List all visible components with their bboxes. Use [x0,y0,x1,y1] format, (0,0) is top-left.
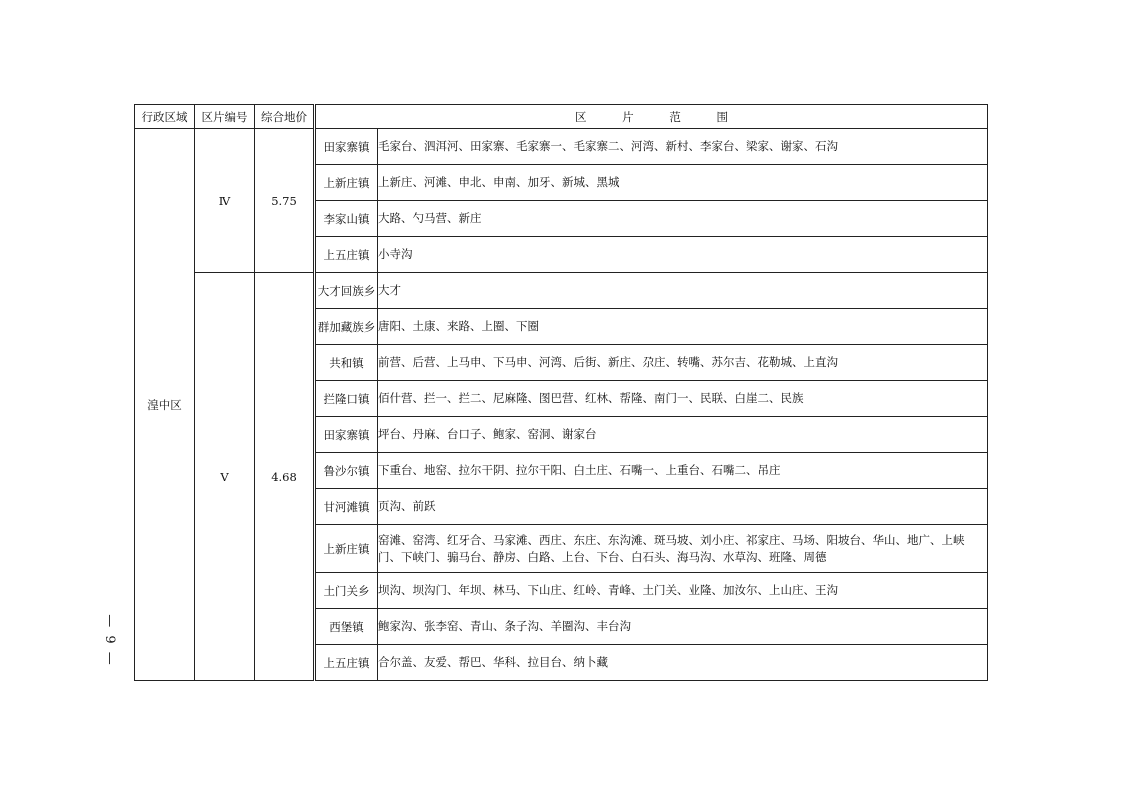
town-cell: 李家山镇 [315,201,378,237]
table-row [135,129,988,165]
page-number-label: — 9 — [101,613,117,667]
villages-cell: 小寺沟 [378,237,988,273]
town-cell: 大才回族乡 [315,273,378,309]
villages-cell: 前营、后营、上马申、下马申、河湾、后街、新庄、尕庄、转嘴、苏尔吉、花勒城、上直沟 [378,345,988,381]
district-cell: 湟中区 [135,129,195,681]
villages-cell: 坝沟、坝沟门、年坝、林马、下山庄、红岭、青峰、土门关、业隆、加汝尔、上山庄、王沟 [378,573,988,609]
town-cell: 上五庄镇 [315,237,378,273]
header-composite-price: 综合地价 [255,105,315,129]
villages-cell: 大路、勺马营、新庄 [378,201,988,237]
town-cell: 上新庄镇 [315,525,378,573]
villages-cell: 坪台、丹麻、台口子、鲍家、窑洞、谢家台 [378,417,988,453]
villages-cell: 唐阳、土康、来路、上圈、下圈 [378,309,988,345]
villages-cell: 页沟、前跃 [378,489,988,525]
land-price-zone-table [134,104,988,681]
villages-cell: 大才 [378,273,988,309]
header-zone-number: 区片编号 [195,105,255,129]
villages-cell: 上新庄、河滩、申北、申南、加牙、新城、黑城 [378,165,988,201]
town-cell: 土门关乡 [315,573,378,609]
zone-price-cell: 4.68 [255,273,315,681]
town-cell: 田家寨镇 [315,129,378,165]
page-number [96,604,122,676]
zone-price-cell: 5.75 [255,129,315,273]
villages-cell: 合尔盖、友爱、帮巴、华科、拉目台、纳卜藏 [378,645,988,681]
zone-code-cell: Ⅴ [195,273,255,681]
villages-cell: 毛家台、泗洱河、田家寨、毛家寨一、毛家寨二、河湾、新村、李家台、梁家、谢家、石沟 [378,129,988,165]
town-cell: 西堡镇 [315,609,378,645]
zone-code-cell: Ⅳ [195,129,255,273]
villages-cell: 窑滩、窑湾、红牙合、马家滩、西庄、东庄、东沟滩、斑马坡、刘小庄、祁家庄、马场、阳坡台、华山、地广、上峡门、下峡门、骟马台、静房、白路、上台、下台、白石头、海马沟、水草沟、班隆、周德 [378,525,988,573]
town-cell: 拦隆口镇 [315,381,378,417]
town-cell: 鲁沙尔镇 [315,453,378,489]
town-cell: 上新庄镇 [315,165,378,201]
town-cell: 上五庄镇 [315,645,378,681]
town-cell: 群加藏族乡 [315,309,378,345]
header-district: 行政区域 [135,105,195,129]
town-cell: 共和镇 [315,345,378,381]
header-zone-range: 区 片 范 围 [315,105,988,129]
table-row [135,273,988,309]
villages-cell: 鲍家沟、张李窑、青山、条子沟、羊圈沟、丰台沟 [378,609,988,645]
town-cell: 田家寨镇 [315,417,378,453]
town-cell: 甘河滩镇 [315,489,378,525]
villages-cell: 下重台、地窑、拉尔干阴、拉尔干阳、白土庄、石嘴一、上重台、石嘴二、吊庄 [378,453,988,489]
villages-cell: 佰什营、拦一、拦二、尼麻隆、图巴营、红林、帮隆、南门一、民联、白崖二、民族 [378,381,988,417]
